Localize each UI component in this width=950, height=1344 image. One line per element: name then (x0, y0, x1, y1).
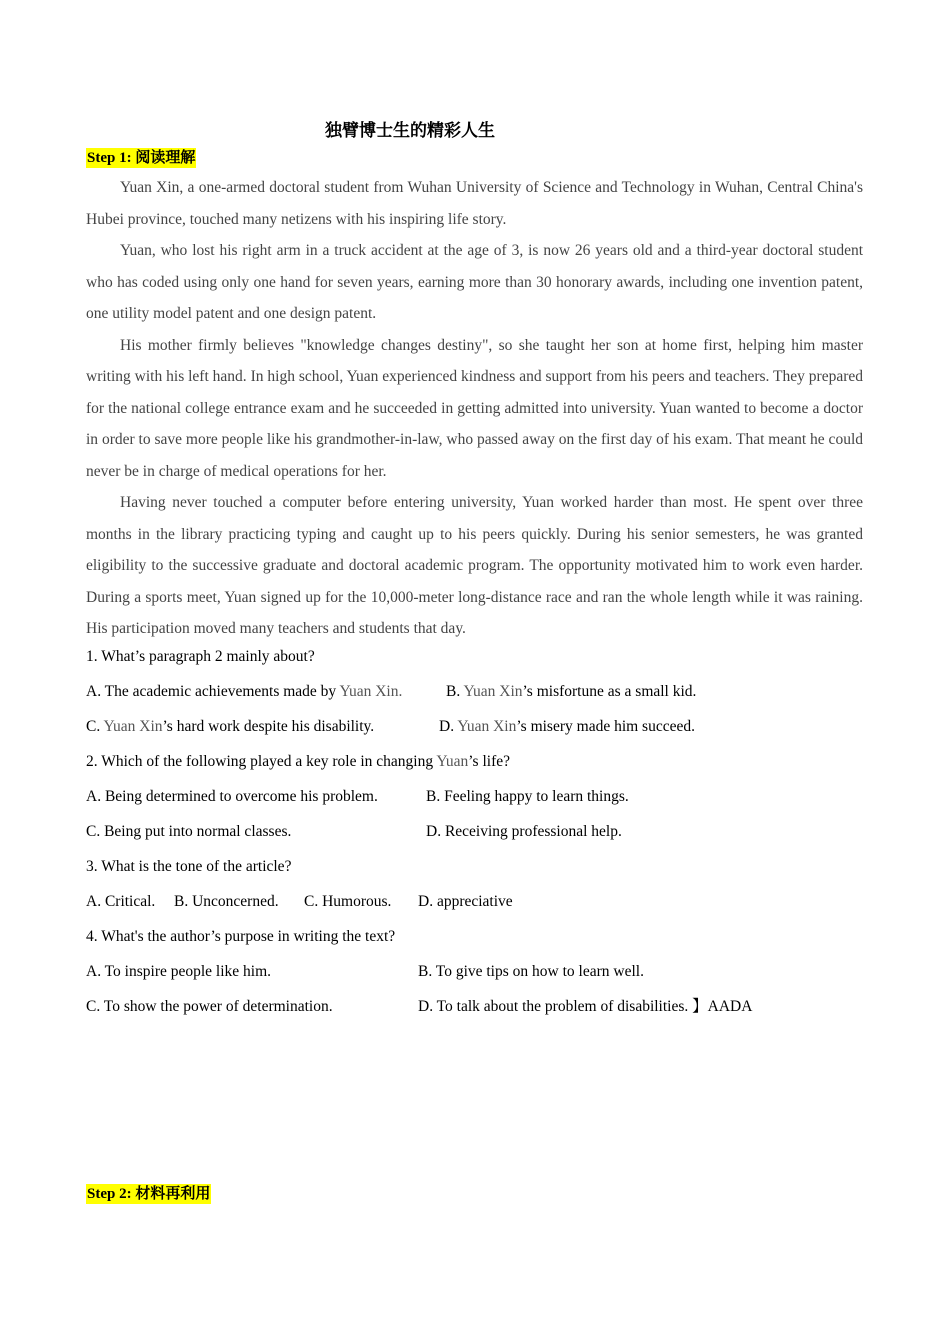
question-2-option-d: D. Receiving professional help. (426, 823, 622, 840)
question-3-option-d: D. appreciative (418, 893, 513, 910)
option-d-text: D. To talk about the problem of disabilities. (418, 998, 689, 1015)
question-2-option-c: C. Being put into normal classes. (86, 823, 292, 840)
option-c-label: C. (86, 718, 104, 735)
question-1-option-d (439, 716, 695, 738)
option-d-name: Yuan Xin (457, 718, 517, 735)
option-b-label: B. (446, 683, 464, 700)
option-b-text: ’s misfortune as a small kid. (522, 683, 697, 700)
question-2-option-b: B. Feeling happy to learn things. (426, 788, 629, 805)
document-title: 独臂博士生的精彩人生 (325, 121, 495, 141)
question-3-option-c: C. Humorous. (304, 893, 392, 910)
step1-heading: Step 1: 阅读理解 (87, 150, 196, 166)
question-1-option-b (446, 681, 696, 703)
question-1-option-a (86, 681, 402, 703)
question-3-stem: 3. What is the tone of the article? (86, 858, 292, 875)
question-2-stem-name: Yuan (436, 753, 469, 770)
question-3-option-a: A. Critical. (86, 893, 156, 910)
question-4-option-d (418, 996, 752, 1018)
question-2-stem-end: ’s life? (468, 753, 510, 770)
question-2-stem (86, 751, 510, 773)
option-c-text: ’s hard work despite his disability. (162, 718, 375, 735)
passage-paragraph-4: Having never touched a computer before entering university, Yuan worked harder than most. He spent over three months in the library practicing typing and caught up to his peers quickly. During his senior semesters, he was granted eligibility to the successive graduate and doctoral academic program. The opportunity motivated him to work even harder. During a sports meet, Yuan signed up for the 10,000-meter long-distance race and ran the whole length while it was raining. His participation moved many teachers and students that day. (86, 494, 863, 637)
option-d-text: ’s misery made him succeed. (516, 718, 695, 735)
option-c-name: Yuan Xin (103, 718, 163, 735)
question-4-option-a: A. To inspire people like him. (86, 963, 272, 980)
question-4-option-b: B. To give tips on how to learn well. (418, 963, 644, 980)
answer-key: 】AADA (692, 998, 753, 1015)
passage-paragraph-2: Yuan, who lost his right arm in a truck accident at the age of 3, is now 26 years old and a third-year doctoral student who has coded using only one hand for seven years, earning more than 30 honorary awards, including one invention patent, one utility model patent and one design patent. (86, 242, 863, 322)
question-1-stem: 1. What’s paragraph 2 mainly about? (86, 648, 315, 665)
question-4-option-c: C. To show the power of determination. (86, 998, 333, 1015)
question-4-stem: 4. What's the author’s purpose in writing the text? (86, 928, 396, 945)
question-2-option-a: A. Being determined to overcome his problem. (86, 788, 378, 805)
option-a-name: Yuan Xin. (339, 683, 403, 700)
option-b-name: Yuan Xin (463, 683, 523, 700)
option-d-label: D. (439, 718, 458, 735)
passage-paragraph-1: Yuan Xin, a one-armed doctoral student from Wuhan University of Science and Technology in Wuhan, Central China's Hubei province, touched many netizens with his inspiring life story. (86, 179, 863, 228)
passage-paragraph-3: His mother firmly believes "knowledge changes destiny", so she taught her son at home first, helping him master writing with his left hand. In high school, Yuan experienced kindness and support from his peers and teachers. They prepared for the national college entrance exam and he succeeded in getting admitted into university. Yuan wanted to become a doctor in order to save more people like his grandmother-in-law, who passed away on the first day of his exam. That meant he could never be in charge of medical operations for her. (86, 336, 863, 480)
question-1-option-c (86, 716, 374, 738)
question-2-stem-text: 2. Which of the following played a key role in changing (86, 753, 437, 770)
reading-passage (86, 172, 863, 645)
option-a-text: A. The academic achievements made by (86, 683, 340, 700)
step2-heading: Step 2: 材料再利用 (87, 1186, 211, 1202)
question-3-option-b: B. Unconcerned. (174, 893, 279, 910)
